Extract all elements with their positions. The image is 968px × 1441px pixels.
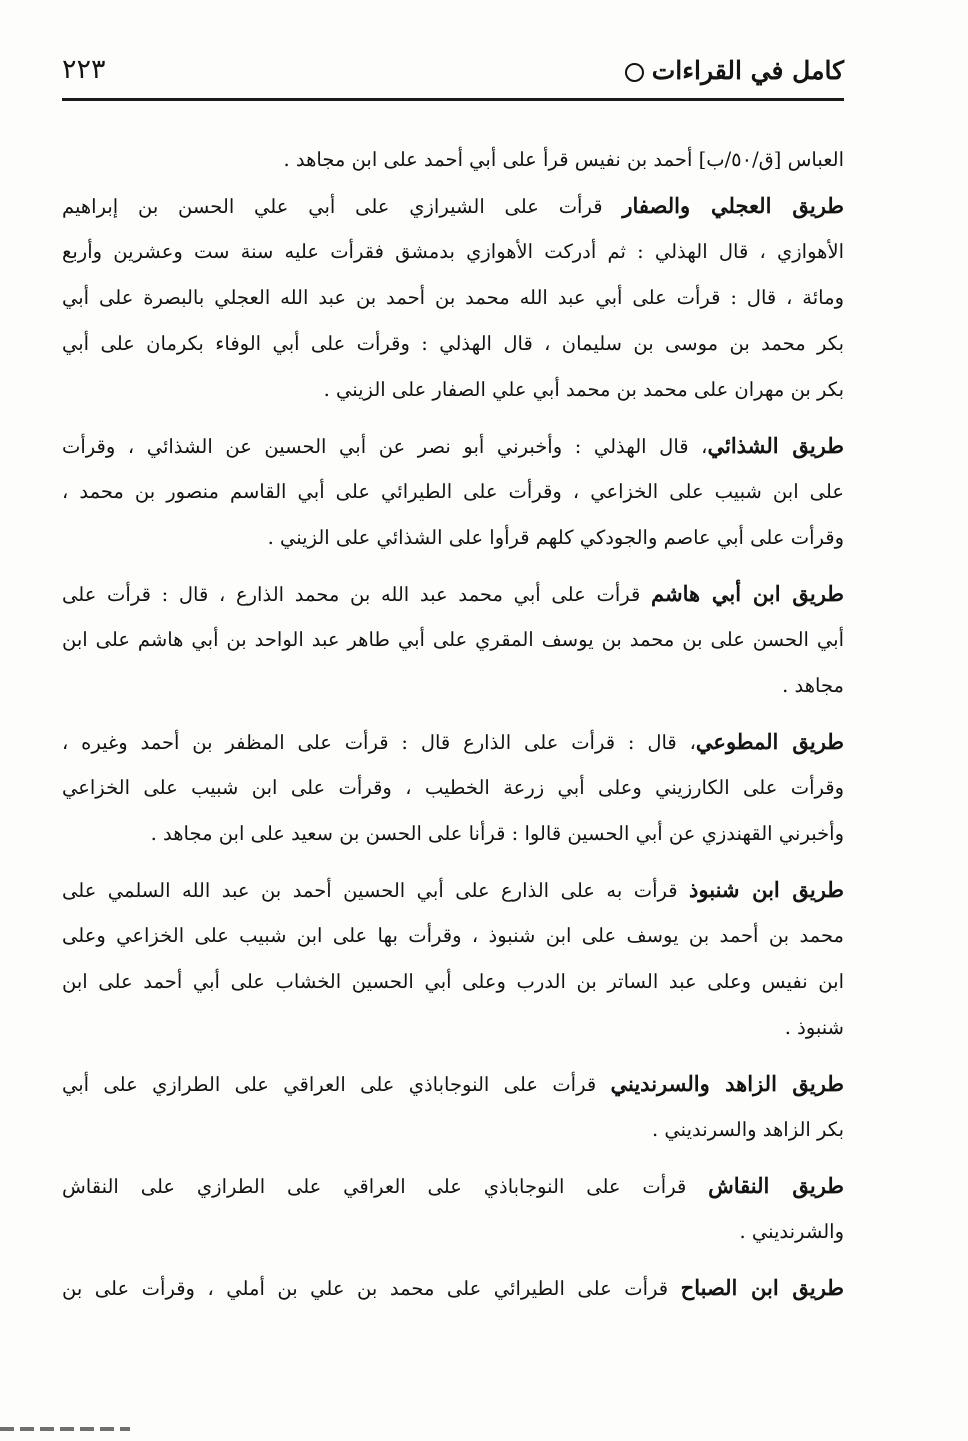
text-line <box>62 1163 844 1209</box>
text-line <box>62 617 844 663</box>
line-text: وقرأت على الكارزيني وعلى أبي زرعة الخطيب ، وقرأت على ابن شبيب على الخزاعي <box>62 776 844 799</box>
line-text: والشرنديني . <box>739 1220 844 1243</box>
section-heading: طريق المطوعي <box>695 729 844 754</box>
body-text <box>62 137 844 1311</box>
text-line <box>62 275 844 321</box>
text-line <box>62 137 844 183</box>
page-number: ٢٢٣ <box>62 54 106 85</box>
text-line <box>62 1209 844 1255</box>
line-text: بكر بن مهران على محمد بن محمد أبي علي الصفار على الزيني . <box>323 378 844 401</box>
section-heading: طريق الزاهد والسرنديني <box>610 1071 844 1096</box>
text-line <box>62 515 844 561</box>
line-text: ومائة ، قال : قرأت على أبي عبد الله محمد بن أحمد بن عبد الله العجلي بالبصرة على أبي <box>62 286 844 309</box>
line-text: قرأت على النوجاباذي على العراقي على الطرازي على النقاش <box>62 1175 709 1198</box>
section-heading: طريق الشذائي <box>707 433 844 458</box>
line-text: شنبوذ . <box>784 1016 844 1039</box>
text-line <box>62 663 844 709</box>
text-line <box>62 719 844 765</box>
line-text: قرأت على أبي محمد عبد الله بن محمد الذارع ، قال : قرأت على <box>62 583 652 606</box>
line-text: على ابن شبيب على الخزاعي ، وقرأت على الطيرائي على أبي القاسم منصور بن محمد ، <box>62 480 844 503</box>
running-title <box>625 56 844 85</box>
text-line <box>62 321 844 367</box>
text-line <box>62 571 844 617</box>
section-heading: طريق النقاش <box>708 1173 844 1198</box>
line-text: بكر محمد بن موسى بن سليمان ، قال الهذلي : وقرأت على أبي الوفاء بكرمان على أبي <box>62 332 844 355</box>
text-line <box>62 765 844 811</box>
line-text: محمد بن أحمد بن يوسف على ابن شنبوذ ، وقرأت بها على ابن شبيب على الخزاعي وعلى <box>62 924 844 947</box>
section-heading: طريق العجلي والصفار <box>622 193 844 218</box>
running-title-text: كامل في القراءات <box>651 56 844 85</box>
line-text: ، قال : قرأت على الذارع قال : قرأت على المظفر بن أحمد وغيره ، <box>62 731 696 754</box>
line-text: أبي الحسن على بن محمد بن يوسف المقري على أبي طاهر عبد الواحد بن أبي هاشم على ابن <box>62 628 844 651</box>
section-heading: طريق ابن الصباح <box>680 1275 844 1300</box>
line-text: قرأت به على الذارع على أبي الحسين أحمد بن عبد الله السلمي على <box>62 879 690 902</box>
section-heading: طريق ابن أبي هاشم <box>651 581 844 606</box>
text-line <box>62 867 844 913</box>
text-line <box>62 1107 844 1153</box>
line-text: ابن نفيس وعلى عبد الساتر بن الدرب وعلى أبي الحسين الخشاب على أبي أحمد على ابن <box>62 970 844 993</box>
text-line <box>62 469 844 515</box>
text-line <box>62 913 844 959</box>
text-line <box>62 229 844 275</box>
text-line <box>62 1061 844 1107</box>
line-text: وأخبرني القهندزي عن أبي الحسين قالوا : قرأنا على الحسن بن سعيد على ابن مجاهد . <box>150 822 844 845</box>
text-line <box>62 811 844 857</box>
line-text: قرأت على الطيرائي على محمد بن علي بن أملي ، وقرأت على بن <box>62 1277 681 1300</box>
line-text: الأهوازي ، قال الهذلي : ثم أدركت الأهوازي بدمشق فقرأت عليه سنة ست وعشرين وأربع <box>62 240 844 263</box>
line-text: قرأت على الشيرازي على أبي علي الحسن بن إبراهيم <box>62 195 623 218</box>
line-text: وقرأت على أبي عاصم والجودكي كلهم قرأوا على الشذائي على الزيني . <box>267 526 844 549</box>
text-line <box>62 183 844 229</box>
text-line <box>62 1005 844 1051</box>
line-text: العباس [ق/٥٠/ب] أحمد بن نفيس قرأ على أبي أحمد على ابن مجاهد . <box>283 148 844 171</box>
header-rule <box>62 98 844 101</box>
page-header <box>62 52 844 96</box>
text-line <box>62 1265 844 1311</box>
line-text: قرأت على النوجاباذي على العراقي على الطرازي على أبي <box>62 1073 611 1096</box>
text-line <box>62 959 844 1005</box>
text-line <box>62 367 844 413</box>
footer-mark <box>0 1427 130 1431</box>
line-text: ، قال الهذلي : وأخبرني أبو نصر عن أبي الحسين عن الشذائي ، وقرأت <box>62 435 708 458</box>
line-text: مجاهد . <box>782 674 844 697</box>
section-heading: طريق ابن شنبوذ <box>689 877 844 902</box>
circle-icon <box>625 63 644 82</box>
line-text: بكر الزاهد والسرنديني . <box>652 1118 844 1141</box>
text-line <box>62 423 844 469</box>
